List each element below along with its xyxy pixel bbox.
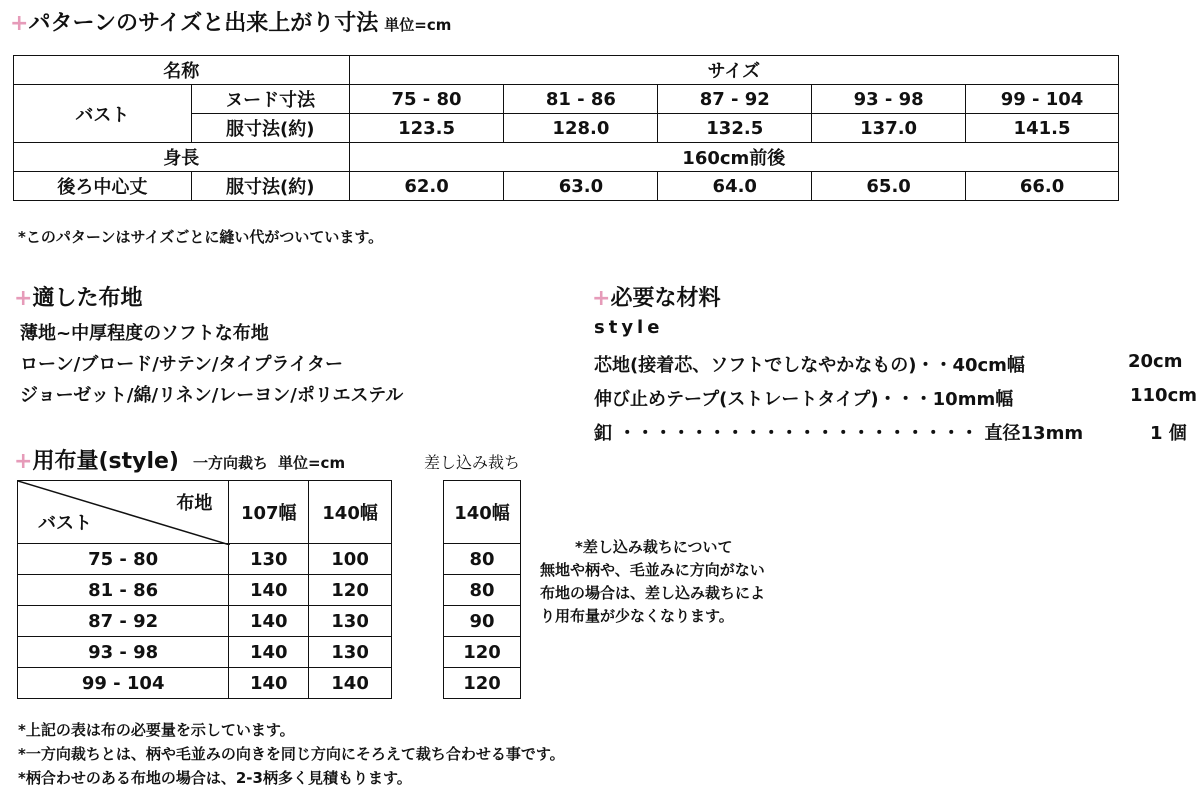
insert-note-title: *差し込み裁ちについて xyxy=(575,538,733,556)
value-cell: 137.0 xyxy=(812,114,966,143)
material-value: 20cm xyxy=(1128,351,1183,372)
back-garment-label: 服寸法(約) xyxy=(191,172,349,201)
table-row xyxy=(14,85,1119,114)
size-cell: 87 - 92 xyxy=(658,85,812,114)
corner-cell xyxy=(18,481,229,544)
fabric-line: 薄地~中厚程度のソフトな布地 xyxy=(20,323,269,344)
yardage-table xyxy=(17,480,392,699)
table-row xyxy=(18,544,392,575)
insert-note-line: り用布量が少なくなります。 xyxy=(540,607,734,625)
corner-top-label: 布地 xyxy=(176,493,213,514)
value-cell: 140 xyxy=(229,668,309,699)
footnote: *上記の表は布の必要量を示しています。 xyxy=(18,721,295,739)
materials-style: style xyxy=(594,317,664,338)
col-107-header: 107幅 xyxy=(229,481,309,544)
header-name: 名称 xyxy=(14,56,350,85)
table-row xyxy=(444,544,521,575)
value-cell: 123.5 xyxy=(349,114,504,143)
footnote: *一方向裁ちとは、柄や毛並みの向きを同じ方向にそろえて裁ち合わせる事です。 xyxy=(18,745,565,763)
size-cell: 99 - 104 xyxy=(18,668,229,699)
size-note: *このパターンはサイズごとに縫い代がついています。 xyxy=(18,228,384,246)
material-value: 1 個 xyxy=(1150,423,1187,444)
size-cell: 99 - 104 xyxy=(966,85,1119,114)
footnote: *柄合わせのある布地の場合は、2-3柄多く見積もります。 xyxy=(18,769,412,787)
nude-label: ヌード寸法 xyxy=(191,85,349,114)
insert-note-line: 布地の場合は、差し込み裁ちによ xyxy=(540,584,766,602)
value-cell: 80 xyxy=(444,544,521,575)
value-cell: 130 xyxy=(309,637,392,668)
value-cell: 62.0 xyxy=(349,172,504,201)
table-row xyxy=(444,481,521,544)
size-cell: 87 - 92 xyxy=(18,606,229,637)
back-label: 後ろ中心丈 xyxy=(14,172,192,201)
plus-icon: + xyxy=(10,11,29,36)
fabric-line: ジョーゼット/綿/リネン/レーヨン/ポリエステル xyxy=(20,385,404,406)
value-cell: 64.0 xyxy=(658,172,812,201)
table-row xyxy=(14,56,1119,85)
table-row xyxy=(14,143,1119,172)
table-row xyxy=(444,575,521,606)
table-row xyxy=(18,637,392,668)
insert-note-line: 無地や柄や、毛並みに方向がない xyxy=(540,561,765,579)
value-cell: 120 xyxy=(444,668,521,699)
bust-label: バスト xyxy=(14,85,192,143)
table-row xyxy=(18,481,392,544)
yardage-section-title: +用布量(style) 一方向裁ち 単位=cm xyxy=(14,449,346,474)
size-cell: 93 - 98 xyxy=(18,637,229,668)
value-cell: 100 xyxy=(309,544,392,575)
height-label: 身長 xyxy=(14,143,350,172)
value-cell: 66.0 xyxy=(966,172,1119,201)
table-row xyxy=(18,575,392,606)
material-item: 釦 ・・・・・・・・・・・・・・・・・・・・ 直径13mm xyxy=(594,423,1084,444)
table-row xyxy=(18,606,392,637)
value-cell: 90 xyxy=(444,606,521,637)
material-item: 伸び止めテープ(ストレートタイプ)・・・10mm幅 xyxy=(594,389,1014,410)
table-row xyxy=(444,637,521,668)
size-cell: 81 - 86 xyxy=(18,575,229,606)
unit-label: 単位=cm xyxy=(384,16,452,34)
size-cell: 81 - 86 xyxy=(504,85,658,114)
plus-icon: + xyxy=(14,449,33,474)
size-table xyxy=(13,55,1119,201)
size-section-title: +パターンのサイズと出来上がり寸法 単位=cm xyxy=(10,11,452,36)
garment-label: 服寸法(約) xyxy=(191,114,349,143)
table-row xyxy=(444,668,521,699)
plus-icon: + xyxy=(592,286,611,311)
value-cell: 80 xyxy=(444,575,521,606)
value-cell: 130 xyxy=(229,544,309,575)
table-row xyxy=(444,606,521,637)
insert-cut-table xyxy=(443,480,521,699)
table-row xyxy=(14,172,1119,201)
table-row xyxy=(18,668,392,699)
value-cell: 63.0 xyxy=(504,172,658,201)
value-cell: 140 xyxy=(309,668,392,699)
value-cell: 120 xyxy=(309,575,392,606)
height-value: 160cm前後 xyxy=(349,143,1118,172)
value-cell: 141.5 xyxy=(966,114,1119,143)
header-size: サイズ xyxy=(349,56,1118,85)
insert-cut-label: 差し込み裁ち xyxy=(424,453,521,472)
material-item: 芯地(接着芯、ソフトでしなやかなもの)・・40cm幅 xyxy=(594,355,1025,376)
value-cell: 140 xyxy=(229,606,309,637)
value-cell: 140 xyxy=(229,637,309,668)
fabric-line: ローン/ブロード/サテン/タイプライター xyxy=(20,354,344,375)
material-value: 110cm xyxy=(1130,385,1197,406)
value-cell: 65.0 xyxy=(812,172,966,201)
col-140-header: 140幅 xyxy=(309,481,392,544)
fabric-section-title: +適した布地 xyxy=(14,286,143,311)
size-cell: 75 - 80 xyxy=(349,85,504,114)
value-cell: 120 xyxy=(444,637,521,668)
cut-type-label: 一方向裁ち xyxy=(192,454,268,472)
size-cell: 93 - 98 xyxy=(812,85,966,114)
plus-icon: + xyxy=(14,286,33,311)
value-cell: 132.5 xyxy=(658,114,812,143)
size-cell: 75 - 80 xyxy=(18,544,229,575)
value-cell: 128.0 xyxy=(504,114,658,143)
insert-header: 140幅 xyxy=(444,481,521,544)
corner-bottom-label: バスト xyxy=(38,513,92,534)
materials-section-title: +必要な材料 xyxy=(592,286,721,311)
value-cell: 130 xyxy=(309,606,392,637)
unit-label: 単位=cm xyxy=(277,454,346,472)
value-cell: 140 xyxy=(229,575,309,606)
